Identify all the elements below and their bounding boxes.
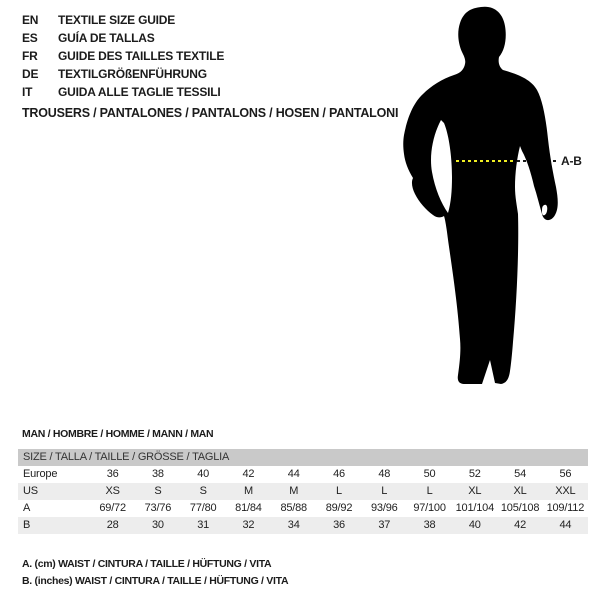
cell: 34: [287, 519, 300, 531]
cell: 89/92: [325, 502, 353, 514]
cell: 40: [197, 468, 210, 480]
section-title-man: MAN / HOMBRE / HOMME / MANN / MAN: [22, 428, 214, 440]
cell: 52: [468, 468, 481, 480]
lang-label: TEXTILE SIZE GUIDE: [58, 13, 176, 27]
cell: 30: [151, 519, 164, 531]
cell: 38: [423, 519, 436, 531]
cell: 44: [287, 468, 300, 480]
cell: 44: [559, 519, 572, 531]
cell: 81/84: [235, 502, 262, 514]
cell: 38: [151, 468, 164, 480]
cell: M: [289, 485, 299, 497]
table-row-us: [18, 483, 588, 500]
size-table: [18, 449, 588, 534]
cell: 36: [333, 519, 345, 531]
cell: 46: [333, 468, 345, 480]
cell: XL: [513, 485, 527, 497]
cell: XXL: [555, 485, 576, 497]
category-title: TROUSERS / PANTALONES / PANTALONS / HOSEN / PANTALONI: [22, 106, 399, 120]
lang-label: GUIDE DES TAILLES TEXTILE: [58, 49, 225, 63]
measure-label: A-B: [561, 154, 582, 168]
cell: S: [154, 485, 162, 497]
cell: 85/88: [280, 502, 307, 514]
cell: 36: [106, 468, 119, 480]
cell: 42: [514, 519, 526, 531]
lang-code: FR: [22, 49, 38, 63]
lang-row-it: [22, 83, 224, 101]
cell: L: [381, 485, 388, 497]
row-label: US: [23, 485, 38, 497]
cell: 56: [559, 468, 572, 480]
cell: 37: [378, 519, 391, 531]
lang-code: ES: [22, 31, 38, 45]
silhouette-path: [403, 7, 558, 384]
cell: 48: [378, 468, 391, 480]
footer-notes: [22, 556, 288, 590]
row-label: Europe: [23, 468, 58, 480]
cell: 50: [423, 468, 436, 480]
cell: L: [426, 485, 433, 497]
cell: 109/112: [546, 502, 585, 514]
cell: 105/108: [500, 502, 540, 514]
cell: 73/76: [144, 502, 172, 514]
note-a: A. (cm) WAIST / CINTURA / TAILLE / HÜFTUNG / VITA: [22, 558, 272, 570]
lang-code: EN: [22, 13, 39, 27]
row-label: B: [23, 519, 31, 531]
measure-line-inner: [456, 160, 516, 162]
cell: S: [199, 485, 207, 497]
lang-label: GUÍA DE TALLAS: [58, 31, 155, 45]
cell: 28: [106, 519, 119, 531]
cell: M: [243, 485, 253, 497]
table-row-europe: [18, 466, 588, 483]
cell: XL: [468, 485, 482, 497]
cell: 42: [242, 468, 255, 480]
cell: 69/72: [99, 502, 126, 514]
cell: 93/96: [371, 502, 398, 514]
language-legend: [22, 11, 224, 101]
lang-row-fr: [22, 47, 224, 65]
cell: 40: [468, 519, 481, 531]
lang-code: IT: [22, 85, 33, 99]
lang-row-en: [22, 11, 224, 29]
lang-code: DE: [22, 67, 39, 81]
lang-label: TEXTILGRÖßENFÜHRUNG: [58, 67, 207, 81]
size-table-header: SIZE / TALLA / TAILLE / GRÖSSE / TAGLIA: [18, 449, 588, 466]
cell: L: [336, 485, 342, 497]
man-silhouette-icon: [402, 6, 562, 388]
cell: 54: [514, 468, 526, 480]
lang-row-de: [22, 65, 224, 83]
lang-row-es: [22, 29, 224, 47]
cell: 97/100: [413, 502, 446, 514]
table-row-a-cm: [18, 500, 588, 517]
row-label: A: [23, 502, 31, 514]
cell: 31: [197, 519, 210, 531]
table-row-b-inches: [18, 517, 588, 534]
cell: 101/104: [455, 502, 494, 514]
cell: XS: [105, 485, 120, 497]
cell: 77/80: [189, 502, 217, 514]
lang-label: GUIDA ALLE TAGLIE TESSILI: [58, 85, 221, 99]
cell: 32: [242, 519, 255, 531]
note-b: B. (inches) WAIST / CINTURA / TAILLE / HÜFTUNG / VITA: [22, 575, 289, 587]
